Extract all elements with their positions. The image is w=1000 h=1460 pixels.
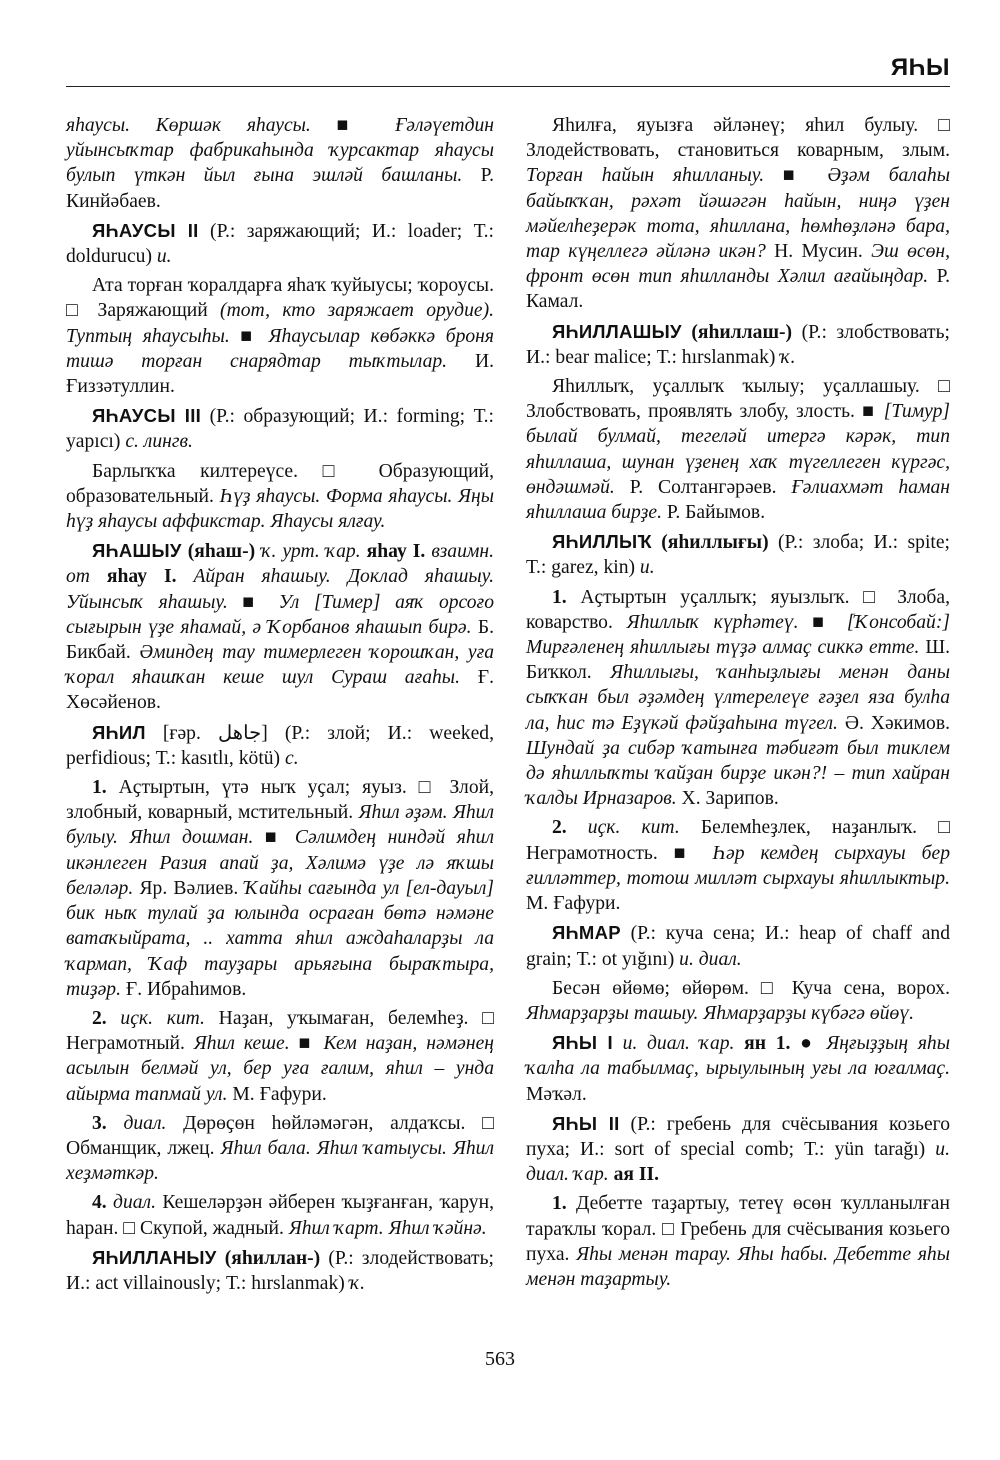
entry-definition: Яһилға, яуызға әйләнеү; яһил булыу. □ Злодействовать, становиться коварным, злым. Торған һайын яһилланыу. ■ Әҙәм балаһы байыҡҡан, рәхәт йәшәгән һайын, ниңә үҙен мәйелһеҙерәк тота, яһиллана, һөмһөҙләнә бара, тар күңеллегә әйләнә икән? Н. Мусин. Эш өсөн, фронт өсөн тип яһилланды Хәлил ағайыңдар. Р. Камал. — [526, 115, 951, 313]
entry-sense: 4. диал. Кешеләрҙән әйберен ҡыҙғанған, ҡарун, һаран. □ Скупой, жадный. Яһил ҡарт. Яһил ҡәйнә. — [66, 1192, 494, 1239]
right-column — [526, 113, 950, 1296]
entry-headword-line: ЯҺИЛЛАШЫУ (яһиллаш-) (Р.: злобствовать; И.: bear malice; Т.: hırslanmak) ҡ. — [526, 320, 951, 368]
entry-headword-line: ЯҺИЛЛЫҠ (яһиллығы) (Р.: злоба; И.: spite; Т.: garez, kin) и. — [526, 531, 950, 579]
entry-headword-line: ЯҺАУСЫ III (Р.: образующий; И.: forming; Т.: yapıcı) с. лингв. — [66, 405, 494, 453]
entry-sense: 1. Аҫтыртын, үтә ныҡ уҫал; яуыз. □ Злой, злобный, коварный, мстительный. Яһил әҙәм. Яһил булыу. Яһил дошман. ■ Сәлимдең ниндәй яһил икәнлеген Разия апай ҙа, Хәлимә үҙе лә яҡшы беләләр. Яр. Вәлиев. Ҡайһы сағында ул [ел-дауыл] бик ныҡ тулай ҙа юлында осраған бөтә нәмәне ватаҡыйрата, .. хатта яһил аждаһаларҙы ла ҡармап, Ҡаф тауҙары арьяғына быраҡтыра, тиҙәр. Ғ. Ибраһимов. — [66, 777, 494, 1000]
entry-headword-line: ЯҺМАР (Р.: куча сена; И.: heap of chaff and grain; Т.: ot yığını) и. диал. — [526, 922, 950, 970]
entry-headword-line: ЯҺЫ I и. диал. ҡар. ян 1. ● Яңғыҙҙың яһы ҡалһа ла табылмаҫ, ырыулының уғы ла юғалмаҫ. Мәҡәл. — [526, 1032, 950, 1105]
entry-headword-line: ЯҺАУСЫ II (Р.: заряжающий; И.: loader; Т.: doldurucu) и. — [66, 219, 494, 268]
entry-headword-line: ЯҺАШЫУ (яһаш-) ҡ. урт. ҡар. яһау I. взаимн. от яһау I. Айран яһашыу. Доклад яһашыу. Уйынсыҡ яһашыу. ■ Ул [Тимер] аяҡ орсоғо сығырын үҙе яһамай, ә Ҡорбанов яһашып бирә. Б. Бикбай. Әминдең тау тимерлеген ҡорошҡан, уға ҡорал яһашҡан кеше шул Сураш ағаһы. Ғ. Хөсәйенов. — [66, 540, 495, 714]
entry-headword-line: ЯҺЫ II (Р.: гребень для счёсывания козьего пуха; И.: sort of special comb; Т.: yün tarağı) и. диал. ҡар. ая II. — [526, 1112, 950, 1186]
entry-headword-line: ЯҺИЛЛАНЫУ (яһиллан-) (Р.: злодействовать; И.: act villainously; Т.: hırslanmak) ҡ. — [66, 1246, 495, 1294]
running-head: ЯҺЫ — [890, 54, 950, 81]
entry-sense: 2. иҫк. кит. Белемһеҙлек, наҙанлыҡ. □ Неграмотность. ■ Һәр кемдең сырхауы бер ғилләттер, тотош милләт сырхауы яһиллыктыр. М. Ғафури. — [526, 817, 951, 915]
entry-sense: 1. Дебетте таҙартыу, тетеү өсөн ҡулланылған тараҡлы ҡорал. □ Гребень для счёсывания козьего пуха. Яһы менән тарау. Яһы һабы. Дебетте яһы менән таҙартыу. — [526, 1193, 950, 1290]
entry-sense: 3. диал. Дөрөҫөн һөйләмәгән, алдаҡсы. □ Обманщик, лжец. Яһил бала. Яһил ҡатыусы. Яһил хеҙмәткәр. — [66, 1112, 494, 1185]
entry-definition: Яһиллыҡ, уҫаллыҡ ҡылыу; уҫаллашыу. □ Злобствовать, проявлять злобу, злость. ■ [Тимур] былай булмай, тегеләй итергә кәрәк, тип яһиллаша, шунан үҙенең хаҡ түгеллеген күргәс, өндәшмәй. Р. Солтангәрәев. Ғәлиахмәт һаман яһиллаша бирҙе. Р. Байымов. — [526, 376, 950, 524]
entry-continuation: яһаусы. Көршәк яһаусы. ■ Ғәләүетдин уйынсыҡтар фабрикаһында ҡурсактар яһаусы булып үткән йыл ғына эшләй башланы. Р. Кинйәбаев. — [66, 115, 494, 212]
page-header — [66, 50, 950, 87]
entry-definition: Бесән өйөмө; өйөрөм. □ Куча сена, ворох. Яһмарҙарҙы ташыу. Яһмарҙарҙы күбәгә өйөү. — [526, 977, 950, 1024]
entry-headword-line: ЯҺИЛ [ғәр. جاهل] (Р.: злой; И.: weeked, perfidious; Т.: kasıtlı, kötü) с. — [66, 721, 494, 769]
page-number: 563 — [485, 1348, 515, 1370]
entry-sense: 1. Аҫтыртын уҫаллыҡ; яуызлыҡ. □ Злоба, коварство. Яһиллыҡ күрһәтеү. ■ [Ҡонсобай:] Мирғәленең яһиллығы түҙә алмаҫ сиккә етте. Ш. Биҡкол. Яһиллығы, ҡанһыҙлығы менән даны сыҡҡан был әҙәмдең үлтерелеүе ғәҙел яза булһа ла, һис тә Еҙүкәй фәйҙаһына түгел. Ә. Хәкимов. Шундай ҙа сибәр ҡатынға тәбиғәт был тиклем дә яһиллыҡты ҡайҙан бирҙе икән?! – тип хайран ҡалды Ирназаров. Х. Зарипов. — [526, 586, 950, 810]
entry-definition: Ата торған ҡоралдарға яһаҡ ҡуйыусы; ҡороусы. □ Заряжающий (тот, кто заряжает орудие). Туптың яһаусыһы. ■ Яһаусылар көбәккә броня тишә торған снарядтар тыҡтылар. И. Ғиззәтуллин. — [66, 275, 494, 398]
left-column — [66, 113, 494, 1300]
entry-sense: 2. иҫк. кит. Наҙан, уҡымаған, белемһеҙ. □ Неграмотный. Яһил кеше. ■ Кем наҙан, нәмәнең асылын белмәй ул, бер уға ғалим, яһил – унда айырма тапмай ул. М. Ғафури. — [66, 1007, 495, 1105]
entry-definition: Барлыҡҡа килтереүсе. □ Образующий, образовательный. Һүҙ яһаусы. Форма яһаусы. Яңы һүҙ яһаусы аффикстар. Яһаусы ялғау. — [66, 460, 494, 533]
